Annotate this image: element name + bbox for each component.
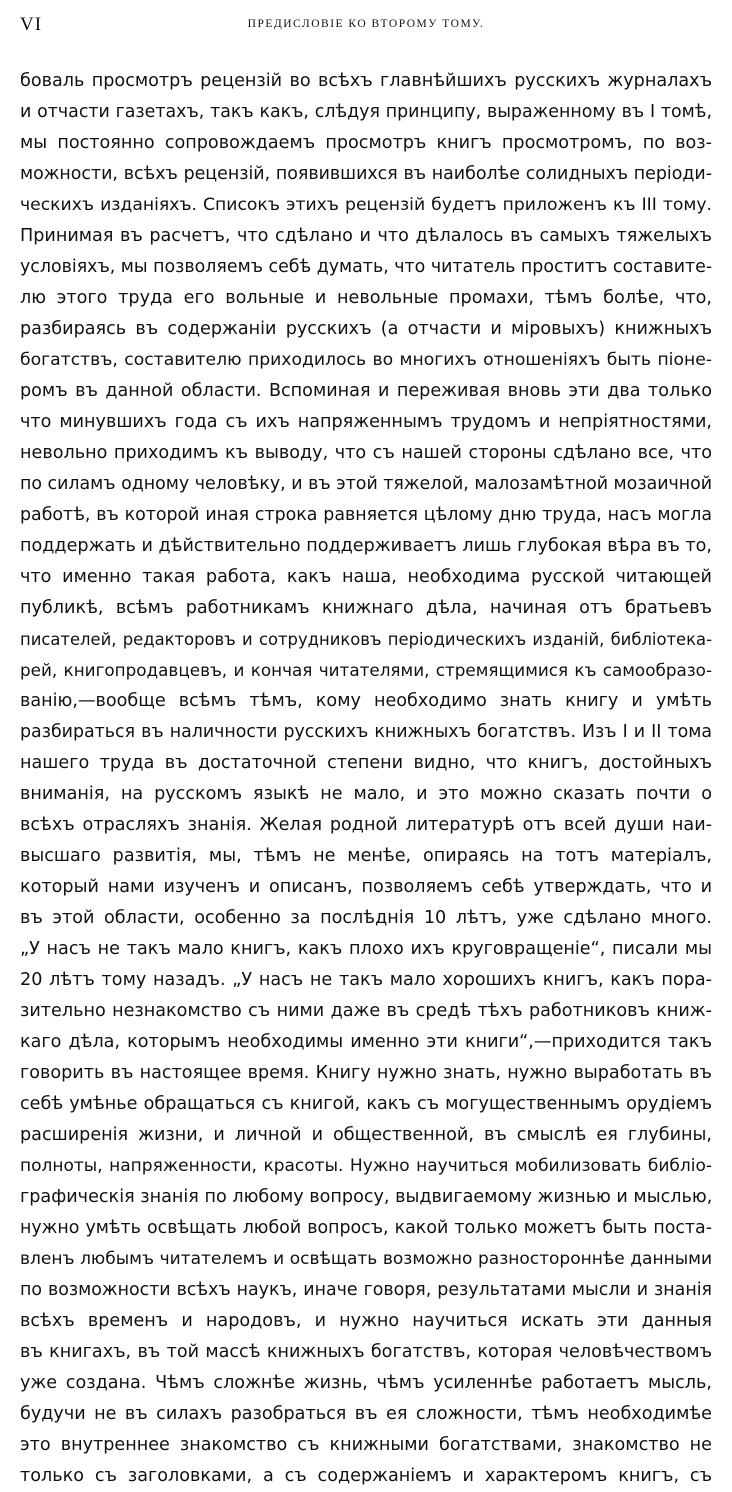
text-line: будучи не въ силахъ разобраться въ ея сложности, тѣмъ необходимѣе (20, 1404, 712, 1424)
text-line: расширенiя жизни, и личной и общественной, въ смыслѣ ея глубины, (20, 1125, 712, 1145)
text-line: ческихъ изданiяхъ. Списокъ этихъ рецензiй будетъ приложенъ къ III тому. (20, 195, 712, 215)
text-line: въ этой области, особенно за послѣднiя 10 лѣтъ, уже сдѣлано много. (20, 908, 712, 928)
text-line: что минувшихъ года съ ихъ напряженнымъ трудомъ и непрiятностями, (20, 412, 712, 432)
text-line: полноты, напряженности, красоты. Нужно научиться мобилизовать библiо- (20, 1156, 712, 1176)
text-line: каго дѣла, которымъ необходимы именно эти книги“,—приходится такъ (20, 1032, 712, 1052)
text-line: мы постоянно сопровождаемъ просмотръ книгъ просмотромъ, по воз- (20, 133, 712, 153)
text-line: вниманiя, на русскомъ языкѣ не мало, и это можно сказать почти о (20, 784, 712, 804)
page-number: VI (20, 14, 43, 35)
text-line: который нами изученъ и описанъ, позволяемъ себѣ утверждать, что и (20, 877, 712, 897)
text-line: всѣхъ отрасляхъ знанiя. Желая родной литературѣ отъ всей души наи- (20, 815, 712, 835)
text-line: это внутреннее знакомство съ книжными богатствами, знакомство не (20, 1435, 712, 1455)
text-line: въ книгахъ, въ той массѣ книжныхъ богатствъ, которая человѣчествомъ (20, 1342, 712, 1362)
text-line: говорить въ настоящее время. Книгу нужно знать, нужно выработать въ (20, 1063, 712, 1083)
text-line: нашего труда въ достаточной степени видно, что книгъ, достойныхъ (20, 753, 712, 773)
text-line: ромъ въ данной области. Вспоминая и переживая вновь эти два только (20, 381, 712, 401)
text-line: высшаго развитiя, мы, тѣмъ не менѣе, опираясь на тотъ матерiалъ, (20, 846, 712, 866)
text-line: по силамъ одному человѣку, и въ этой тяжелой, малозамѣтной мозаичной (20, 474, 712, 494)
text-line: боваль просмотръ рецензiй во всѣхъ главнѣйшихъ русскихъ журналахъ (20, 71, 712, 91)
text-line: всѣхъ временъ и народовъ, и нужно научиться искать эти данныя (20, 1311, 712, 1331)
text-line: невольно приходимъ къ выводу, что съ нашей стороны сдѣлано все, что (20, 443, 712, 463)
text-line: разбираться въ наличности русскихъ книжныхъ богатствъ. Изъ I и II тома (20, 722, 712, 742)
text-line: рей, книгопродавцевъ, и кончая читателями, стремящимися къ самообразо- (20, 660, 712, 680)
text-line: что именно такая работа, какъ наша, необходима русской читающей (20, 567, 712, 587)
text-line: условiяхъ, мы позволяемъ себѣ думать, что читатель проститъ составите- (20, 257, 712, 277)
running-title: ПРЕДИСЛОВIЕ КО ВТОРОМУ ТОМУ. (247, 18, 485, 30)
text-line: зительно незнакомство съ ними даже въ средѣ тѣхъ работниковъ книж- (20, 1001, 712, 1021)
text-line: Принимая въ расчетъ, что сдѣлано и что дѣлалось въ самыхъ тяжелыхъ (20, 226, 712, 246)
text-line: 20 лѣтъ тому назадъ. „У насъ не такъ мало хорошихъ книгъ, какъ пора- (20, 970, 712, 990)
text-line: можности, всѣхъ рецензiй, появившихся въ наиболѣе солидныхъ перiоди- (20, 164, 712, 184)
text-line: разбираясь въ содержанiи русскихъ (а отчасти и мiровыхъ) книжныхъ (20, 319, 712, 339)
text-line: работѣ, въ которой иная строка равняется цѣлому дню труда, насъ могла (20, 505, 712, 525)
text-line: лю этого труда его вольные и невольные промахи, тѣмъ болѣе, что, (20, 288, 712, 308)
text-line: поддержать и дѣйствительно поддерживаетъ лишь глубокая вѣра въ то, (20, 536, 712, 556)
text-line: вленъ любымъ читателемъ и освѣщать возможно разностороннѣе данными (20, 1249, 712, 1269)
text-line: по возможности всѣхъ наукъ, иначе говоря, результатами мысли и знанiя (20, 1280, 712, 1300)
text-line: графическiя знанiя по любому вопросу, выдвигаемому жизнью и мыслью, (20, 1187, 712, 1207)
text-line: себѣ умѣнье обращаться съ книгой, какъ съ могущественнымъ орудiемъ (20, 1094, 712, 1114)
running-head (20, 14, 712, 42)
text-line: писателей, редакторовъ и сотрудниковъ перiодическихъ изданiй, библiотека- (20, 630, 712, 649)
text-line: нужно умѣть освѣщать любой вопросъ, какой только можетъ быть поста- (20, 1218, 712, 1238)
text-line: публикѣ, всѣмъ работникамъ книжнаго дѣла, начиная отъ братьевъ (20, 598, 712, 618)
text-line: уже создана. Чѣмъ сложнѣе жизнь, чѣмъ усиленнѣе работаетъ мысль, (20, 1373, 712, 1393)
text-line: богатствъ, составителю приходилось во многихъ отношенiяхъ быть пiоне- (20, 350, 712, 370)
text-line: ванiю,—вообще всѣмъ тѣмъ, кому необходимо знать книгу и умѣть (20, 691, 712, 711)
text-line: только съ заголовками, а съ содержанiемъ и характеромъ книгъ, съ (20, 1466, 712, 1486)
body-text (20, 66, 712, 1492)
text-line: „У насъ не такъ мало книгъ, какъ плохо ихъ круговращенiе“, писали мы (20, 939, 712, 959)
text-line: и отчасти газетахъ, такъ какъ, слѣдуя принципу, выраженному въ I томѣ, (20, 102, 712, 122)
